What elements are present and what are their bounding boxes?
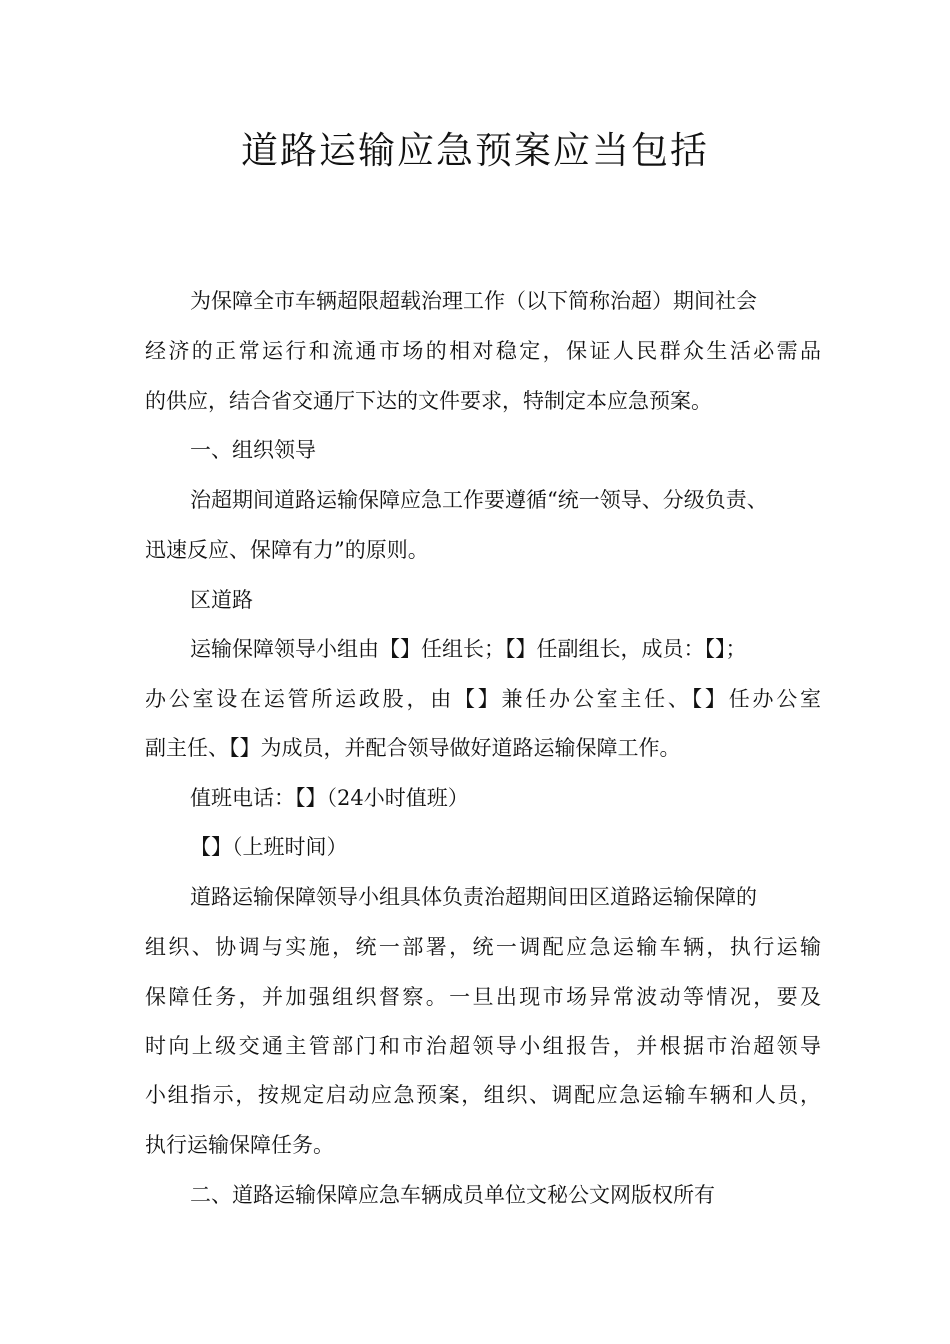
paragraph-line: 时向上级交通主管部门和市治超领导小组报告，并根据市治超领导 [145, 1034, 821, 1058]
paragraph-line: 经济的正常运行和流通市场的相对稳定，保证人民群众生活必需品 [145, 339, 821, 363]
paragraph-line: 值班电话：【】（24小时值班） [190, 786, 469, 810]
paragraph-line: 小组指示，按规定启动应急预案，组织、调配应急运输车辆和人员， [145, 1083, 821, 1107]
paragraph-line: 运输保障领导小组由【】任组长；【】任副组长，成员：【】； [190, 637, 747, 661]
paragraph-line: 保障任务，并加强组织督察。一旦出现市场异常波动等情况，要及 [145, 985, 821, 1009]
paragraph-line: 【】（上班时间） [190, 835, 348, 859]
paragraph-line: 治超期间道路运输保障应急工作要遵循“统一领导、分级负责、 [190, 488, 768, 512]
section-heading: 二、道路运输保障应急车辆成员单位文秘公文网版权所有 [190, 1183, 715, 1207]
paragraph-line: 执行运输保障任务。 [145, 1133, 334, 1157]
paragraph-line: 的供应，结合省交通厅下达的文件要求，特制定本应急预案。 [145, 389, 712, 413]
paragraph-line: 为保障全市车辆超限超载治理工作（以下简称治超）期间社会 [190, 289, 757, 313]
paragraph-line: 办公室设在运管所运政股，由【】兼任办公室主任、【】任办公室 [145, 687, 821, 711]
paragraph-line: 副主任、【】为成员，并配合领导做好道路运输保障工作。 [145, 736, 681, 760]
paragraph-line: 道路运输保障领导小组具体负责治超期间田区道路运输保障的 [190, 885, 757, 909]
paragraph-line: 区道路 [190, 588, 253, 612]
paragraph-line: 组织、协调与实施，统一部署，统一调配应急运输车辆，执行运输 [145, 935, 821, 959]
section-heading: 一、组织领导 [190, 438, 316, 462]
paragraph-line: 迅速反应、保障有力”的原则。 [145, 538, 429, 562]
document-title: 道路运输应急预案应当包括 [241, 129, 709, 172]
